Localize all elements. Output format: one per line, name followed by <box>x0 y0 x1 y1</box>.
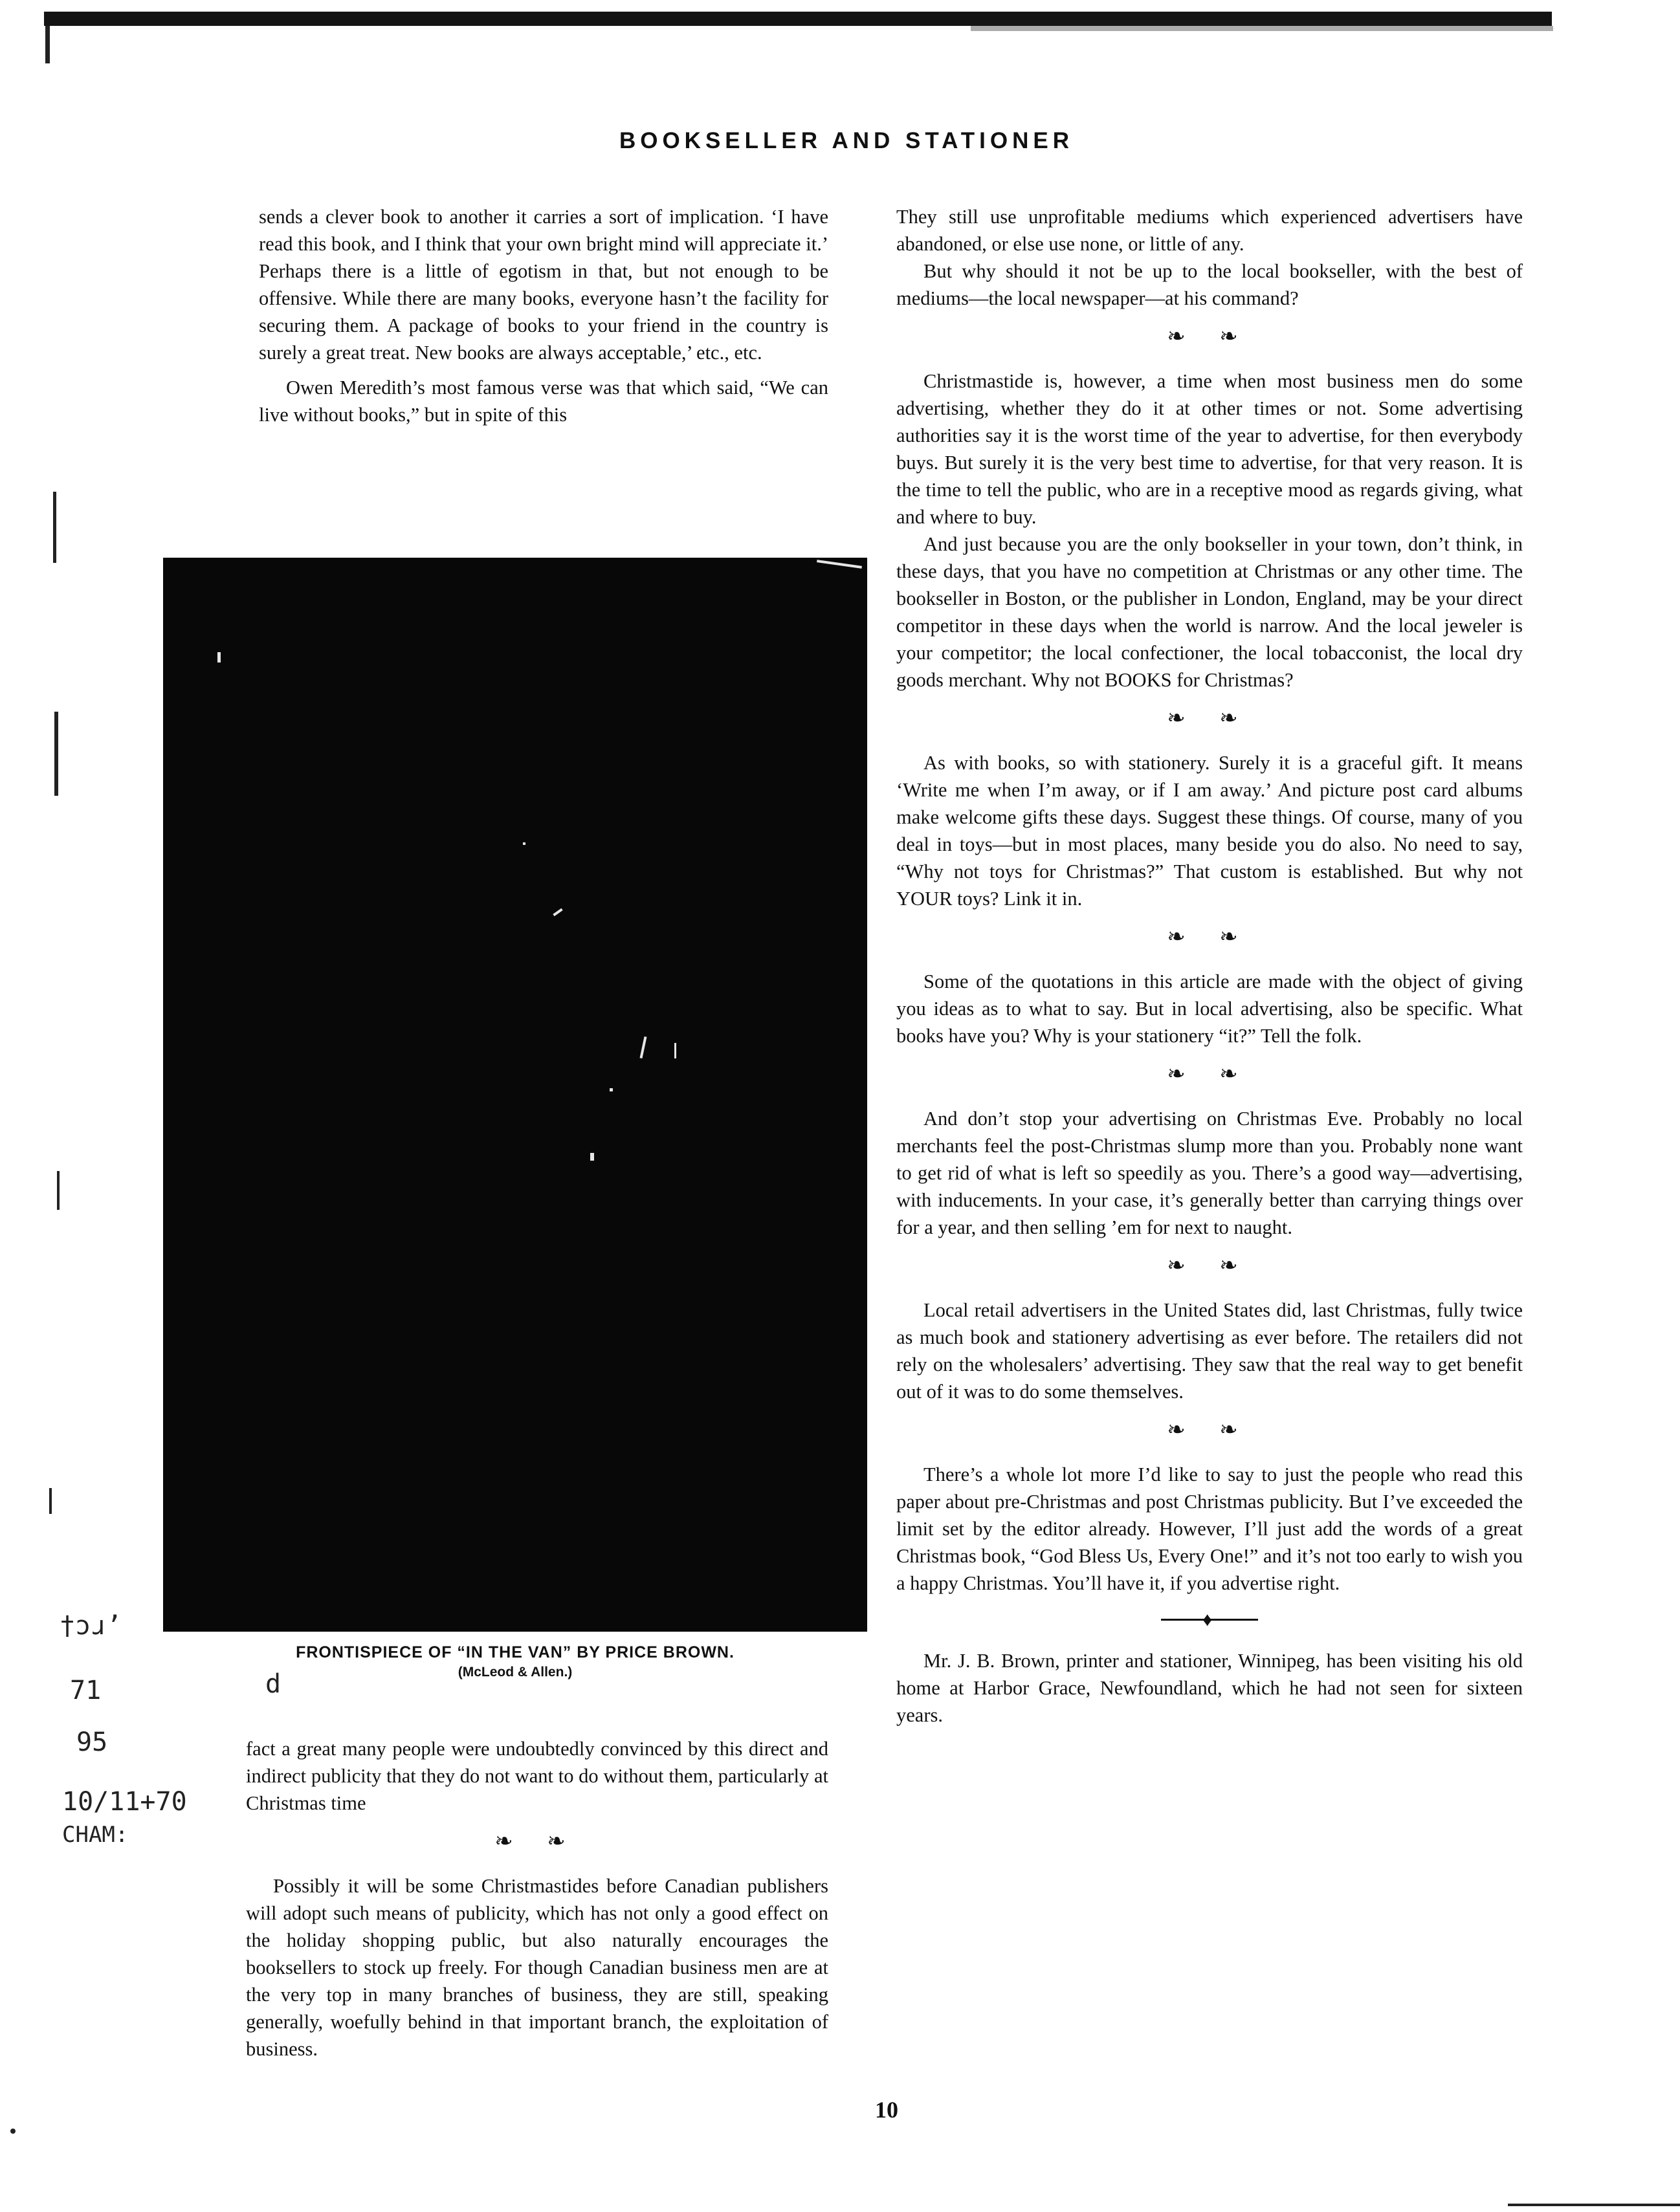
paragraph: They still use unprofitable mediums which experienced advertisers have abandoned, or else use none, or little of any. <box>896 206 1523 255</box>
scan-margin-mark <box>53 492 56 563</box>
paragraph: Local retail advertisers in the United States did, last Christmas, fully twice as much book and stationery advertising as ever before. The retailers did not rely on the wholesalers’ advertising. They saw that the real way to get benefit out of it was to do some themselves. <box>896 1299 1523 1403</box>
paragraph: Possibly it will be some Christmastides before Canadian publishers will adopt such means of publicity, which has not only a good effect on the holiday shopping public, but also naturally encourages the booksellers to stock up freely. For though Canadian business men are at the very top in many branches of business, they are still, speaking generally, woefully behind in that important branch, the exploitation of business. <box>246 1875 828 2060</box>
running-header: BOOKSELLER AND STATIONER <box>619 128 1074 153</box>
diamond-icon: ♦ <box>1202 1609 1213 1630</box>
frontispiece-illustration <box>163 558 867 1632</box>
left-column-bottom <box>246 1735 828 2063</box>
illustration-speck <box>674 1043 676 1058</box>
section-ornament: ❧ ❧ <box>1167 1062 1252 1086</box>
illustration-speck <box>610 1088 613 1091</box>
handwritten-note: †ɔɹ’ <box>60 1611 122 1641</box>
illustration-speck <box>553 908 562 916</box>
scan-margin-mark <box>54 712 58 796</box>
caption-title: FRONTISPIECE OF “IN THE VAN” BY PRICE BROWN. <box>296 1643 735 1661</box>
paragraph: Some of the quotations in this article are made with the object of giving you ideas as to what to say. But in local advertising, also be specific. What books have you? Why is your stationery “it?” Tell the folk. <box>896 970 1523 1047</box>
scan-margin-mark <box>49 1488 52 1514</box>
handwritten-note: 95 <box>76 1727 108 1757</box>
handwritten-note: CHAM: <box>62 1822 129 1848</box>
scan-margin-mark <box>57 1171 60 1210</box>
page-number: 10 <box>875 2097 898 2123</box>
illustration-speck <box>817 560 862 569</box>
caption-publisher: (McLeod & Allen.) <box>458 1665 573 1680</box>
paragraph: Mr. J. B. Brown, printer and stationer, Winnipeg, has been visiting his old home at Harbor Grace, Newfoundland, which he had not seen for sixteen years. <box>896 1650 1523 1726</box>
scan-bottom-rule <box>1508 2204 1680 2206</box>
section-ornament: ❧ ❧ <box>1167 925 1252 949</box>
paragraph: Christmastide is, however, a time when most business men do some advertising, whether they do it at other times or not. Some advertising authorities say it is the worst time of the year to advertise, for then everybody buys. But surely it is the very best time to advertise, for that very reason. It is the time to tell the public, who are in a receptive mood as regards giving, what and where to buy. <box>896 370 1523 528</box>
section-ornament: ❧ ❧ <box>494 1830 580 1854</box>
paragraph: But why should it not be up to the local bookseller, with the best of mediums—the local newspaper—at his command? <box>896 260 1523 309</box>
section-ornament: ❧ ❧ <box>1167 1418 1252 1442</box>
section-ornament: ❧ ❧ <box>1167 1254 1252 1278</box>
scan-corner-mark <box>45 26 50 63</box>
illustration-speck <box>640 1036 647 1058</box>
illustration-speck <box>523 842 525 845</box>
left-column-top <box>259 203 828 428</box>
scan-margin-dot <box>10 2129 16 2134</box>
handwritten-note: 71 <box>70 1676 102 1705</box>
handwritten-note: d <box>265 1669 282 1699</box>
paragraph: Owen Meredith’s most famous verse was that which said, “We can live without books,” but in spite of this <box>259 377 828 426</box>
rule-ornament <box>1161 1606 1258 1633</box>
paragraph: And just because you are the only bookseller in your town, don’t think, in these days, that you have no competition at Christmas or any other time. The bookseller in Boston, or the publisher in London, England, may be your direct competitor in these days when the world is narrow. And the local jeweler is your competitor; the local confectioner, the local tobacconist, the local dry goods merchant. Why not BOOKS for Christmas? <box>896 533 1523 691</box>
scan-top-border-shadow <box>971 26 1553 31</box>
paragraph: There’s a whole lot more I’d like to say to just the people who read this paper about pre-Christmas and post Christmas publicity. But I’ve exceeded the limit set by the editor already. However, I’ll just add the words of a great Christmas book, “God Bless Us, Every One!” and it’s not too early to wish you a happy Christmas. You’ll have it, if you advertise right. <box>896 1463 1523 1594</box>
scan-top-border <box>44 12 1552 26</box>
illustration-speck <box>590 1153 594 1161</box>
paragraph: And don’t stop your advertising on Christmas Eve. Probably no local merchants feel the post-Christmas slump more than you. Probably none want to get rid of what is left so speedily as you. There’s a good way—advertising, with inducements. In your case, it’s generally better than carrying things over for a year, and then selling ’em for next to naught. <box>896 1108 1523 1238</box>
paragraph: sends a clever book to another it carries a sort of implication. ‘I have read this book, and I think that your own bright mind will appreciate it.’ Perhaps there is a little of egotism in that, but not enough to be offensive. While there are many books, everyone hasn’t the facility for securing them. A package of books to your friend in the country is surely a great treat. New books are always acceptable,’ etc., etc. <box>259 206 828 364</box>
section-ornament: ❧ ❧ <box>1167 706 1252 730</box>
handwritten-note: 10/11+70 <box>62 1787 187 1817</box>
illustration-speck <box>217 652 221 663</box>
paragraph: As with books, so with stationery. Surely it is a graceful gift. It means ‘Write me when I’m away, or if I am away.’ And picture post card albums make welcome gifts these days. Suggest these things. Of course, many of you deal in toys—but in most places, many beside you do also. No need to say, “Why not toys for Christmas?” That custom is established. But why not YOUR toys? Link it in. <box>896 752 1523 910</box>
paragraph: fact a great many people were undoubtedly convinced by this direct and indirect publicity that they do not want to do without them, particularly at Christmas time <box>246 1738 828 1814</box>
section-ornament: ❧ ❧ <box>1167 325 1252 349</box>
right-column <box>896 203 1523 1729</box>
